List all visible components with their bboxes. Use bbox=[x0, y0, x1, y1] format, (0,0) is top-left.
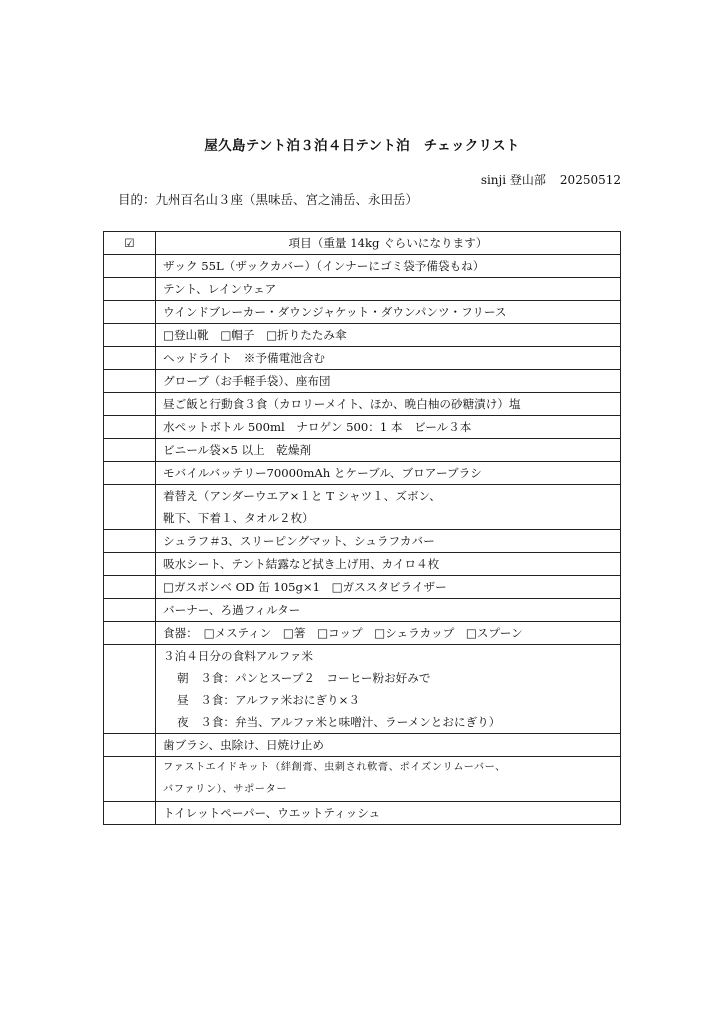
check-cell[interactable] bbox=[104, 393, 156, 416]
checklist-row bbox=[104, 324, 621, 347]
check-cell[interactable] bbox=[104, 757, 156, 802]
page-title: 屋久島テント泊３泊４日テント泊 チェックリスト bbox=[204, 138, 520, 154]
author-name: sinji 登山部 bbox=[480, 173, 546, 187]
item-cell bbox=[156, 599, 621, 622]
item-text: 食器： □メスティン □箸 □コップ □シェラカップ □スプーン bbox=[163, 626, 523, 640]
check-cell[interactable] bbox=[104, 462, 156, 485]
check-cell[interactable] bbox=[104, 599, 156, 622]
author-line bbox=[481, 171, 621, 188]
check-cell[interactable] bbox=[104, 553, 156, 576]
checklist-row bbox=[104, 439, 621, 462]
item-cell bbox=[156, 645, 621, 734]
checklist-row bbox=[104, 645, 621, 734]
item-cell bbox=[156, 347, 621, 370]
checklist-row bbox=[104, 462, 621, 485]
check-cell[interactable] bbox=[104, 370, 156, 393]
item-cell bbox=[156, 301, 621, 324]
item-text: シュラフ＃3、スリーピングマット、シュラフカバー bbox=[163, 534, 435, 548]
check-cell[interactable] bbox=[104, 734, 156, 757]
checklist-row bbox=[104, 485, 621, 530]
checklist-row bbox=[104, 576, 621, 599]
checklist-row bbox=[104, 734, 621, 757]
purpose-line: 目的：九州百名山３座（黒味岳、宮之浦岳、永田岳） bbox=[118, 192, 419, 207]
item-text: 昼ご飯と行動食３食（カロリーメイト、ほか、晩白柚の砂糖漬け）塩 bbox=[163, 397, 521, 411]
checklist-row bbox=[104, 530, 621, 553]
item-text: 着替え（アンダーウエア×１と T シャツ１、ズボン、 bbox=[163, 489, 441, 503]
item-cell bbox=[156, 757, 621, 802]
header-item-label: 項目（重量 14kg ぐらいになります） bbox=[156, 232, 621, 255]
item-text: 吸水シート、テント結露など拭き上げ用、カイロ４枚 bbox=[163, 557, 440, 571]
checklist-row bbox=[104, 393, 621, 416]
checklist-row bbox=[104, 370, 621, 393]
checklist-row bbox=[104, 622, 621, 645]
header-check-mark: ☑ bbox=[104, 232, 156, 255]
item-text: ザック 55L（ザックカバー）（インナーにゴミ袋予備袋もね） bbox=[163, 259, 485, 273]
item-text: モバイルバッテリー70000mAh とケーブル、ブロアーブラシ bbox=[163, 466, 482, 480]
item-text: 夜 ３食：弁当、アルファ米と味噌汁、ラーメンとおにぎり） bbox=[177, 715, 501, 729]
checklist-table bbox=[103, 231, 621, 825]
item-text: ビニール袋×5 以上 乾燥剤 bbox=[163, 443, 312, 457]
item-cell bbox=[156, 576, 621, 599]
item-text: 靴下、下着１、タオル２枚） bbox=[163, 511, 314, 525]
item-cell bbox=[156, 370, 621, 393]
item-cell bbox=[156, 393, 621, 416]
item-text: 歯ブラシ、虫除け、日焼け止め bbox=[163, 738, 324, 752]
item-cell bbox=[156, 462, 621, 485]
checklist-row bbox=[104, 301, 621, 324]
check-cell[interactable] bbox=[104, 324, 156, 347]
item-cell bbox=[156, 734, 621, 757]
check-cell[interactable] bbox=[104, 439, 156, 462]
checklist-row bbox=[104, 757, 621, 802]
item-text: 水ペットボトル 500ml ナロゲン 500：1 本 ビール３本 bbox=[163, 420, 472, 434]
checklist-row bbox=[104, 553, 621, 576]
check-cell[interactable] bbox=[104, 622, 156, 645]
checklist-row bbox=[104, 347, 621, 370]
check-cell[interactable] bbox=[104, 416, 156, 439]
checklist-header-row bbox=[104, 232, 621, 255]
check-cell[interactable] bbox=[104, 530, 156, 553]
item-cell bbox=[156, 530, 621, 553]
check-cell[interactable] bbox=[104, 802, 156, 825]
checklist-row bbox=[104, 802, 621, 825]
check-cell[interactable] bbox=[104, 576, 156, 599]
check-cell[interactable] bbox=[104, 301, 156, 324]
item-text: □ガスボンベ OD 缶 105g×1 □ガススタビライザー bbox=[163, 580, 447, 594]
item-cell bbox=[156, 439, 621, 462]
checklist-row bbox=[104, 416, 621, 439]
checklist-row bbox=[104, 599, 621, 622]
item-text: テント、レインウェア bbox=[163, 282, 277, 296]
item-cell bbox=[156, 802, 621, 825]
item-text: □登山靴 □帽子 □折りたたみ傘 bbox=[163, 328, 347, 342]
checklist-row bbox=[104, 278, 621, 301]
item-cell bbox=[156, 622, 621, 645]
check-cell[interactable] bbox=[104, 278, 156, 301]
check-cell[interactable] bbox=[104, 645, 156, 734]
check-cell[interactable] bbox=[104, 347, 156, 370]
check-cell[interactable] bbox=[104, 255, 156, 278]
item-text: ウインドブレーカー・ダウンジャケット・ダウンパンツ・フリース bbox=[163, 305, 507, 319]
item-text: 昼 ３食：アルファ米おにぎり×３ bbox=[177, 693, 360, 707]
item-cell bbox=[156, 255, 621, 278]
item-cell bbox=[156, 485, 621, 530]
item-text: ファストエイドキット（絆創膏、虫刺され軟膏、ポイズンリムーバー、 bbox=[163, 762, 506, 773]
document-date: 20250512 bbox=[559, 173, 621, 187]
item-cell bbox=[156, 278, 621, 301]
item-cell bbox=[156, 416, 621, 439]
item-cell bbox=[156, 324, 621, 347]
check-cell[interactable] bbox=[104, 485, 156, 530]
item-cell bbox=[156, 553, 621, 576]
item-text: バーナー、ろ過フィルター bbox=[163, 603, 301, 617]
item-text: 朝 ３食：パンとスープ２ コーヒー粉お好みで bbox=[177, 671, 431, 685]
item-text: バファリン）、サポーター bbox=[163, 784, 288, 795]
item-text: トイレットペーパー、ウエットティッシュ bbox=[163, 806, 381, 820]
item-text: ３泊４日分の食料アルファ米 bbox=[163, 649, 314, 663]
item-text: グローブ（お手軽手袋）、座布団 bbox=[163, 374, 331, 388]
item-text: ヘッドライト ※予備電池含む bbox=[163, 351, 325, 365]
checklist-row bbox=[104, 255, 621, 278]
